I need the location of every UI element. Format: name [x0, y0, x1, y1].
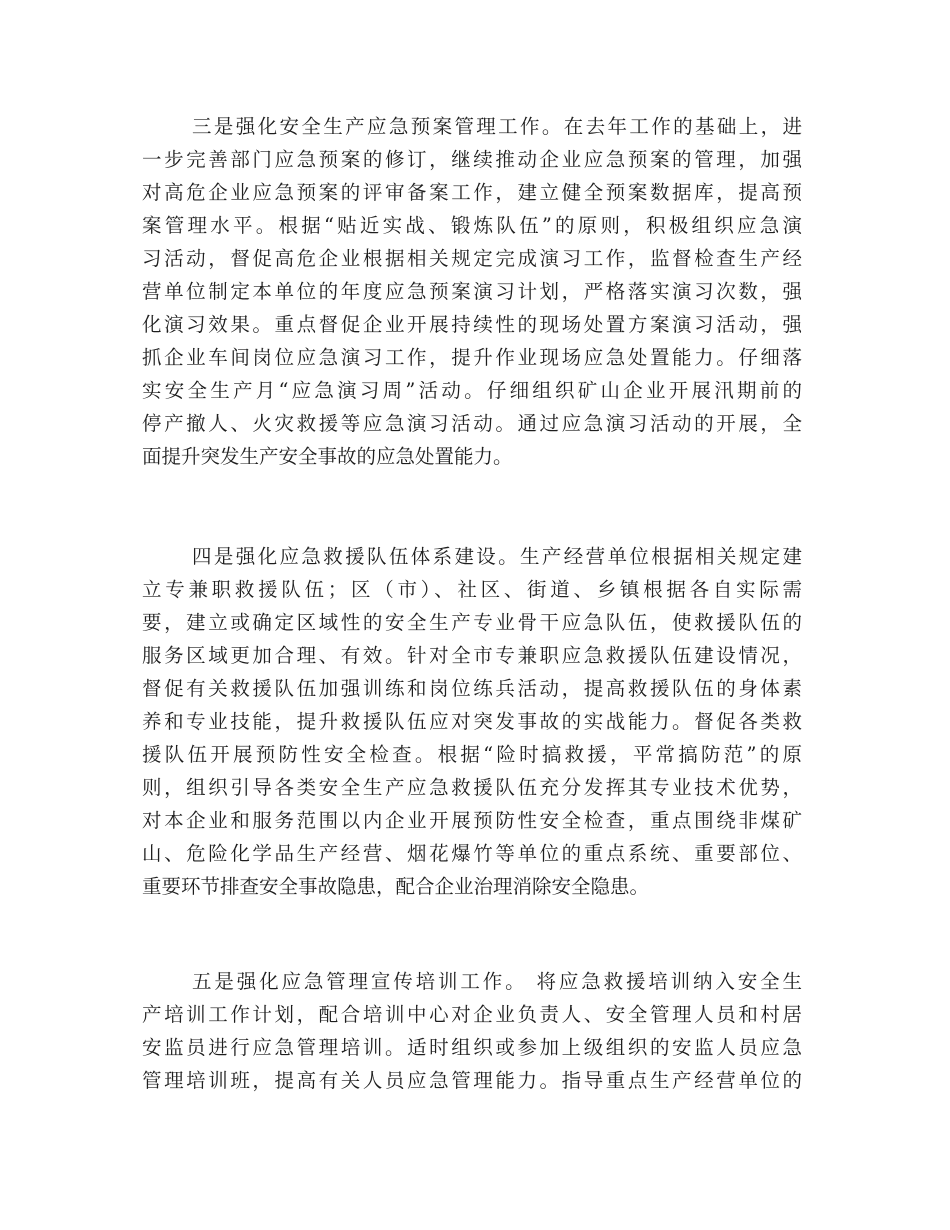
paragraph-line: 面提升突发生产安全事故的应急处置能力。 — [142, 445, 513, 468]
paragraph-line: 山、危险化学品生产经营、烟花爆竹等单位的重点系统、重要部位、 — [142, 842, 802, 865]
paragraph-line: 督促有关救援队伍加强训练和岗位练兵活动，提高救援队伍的身体素 — [142, 677, 802, 700]
paragraph-line: 产培训工作计划，配合培训中心对企业负责人、安全管理人员和村居 — [142, 1003, 802, 1026]
paragraph-line: 管理培训班，提高有关人员应急管理能力。指导重点生产经营单位的 — [142, 1069, 802, 1092]
paragraph-line: 养和专业技能，提升救援队伍应对突发事故的实战能力。督促各类救 — [142, 710, 802, 733]
paragraph-rescue-team-building — [142, 540, 802, 903]
paragraph-line: 则，组织引导各类安全生产应急救援队伍充分发挥其专业技术优势， — [142, 776, 802, 799]
paragraph-line: 五是强化应急管理宣传培训工作。 将应急救援培训纳入安全生 — [192, 970, 802, 993]
paragraph-line: 要，建立或确定区域性的安全生产专业骨干应急队伍，使救援队伍的 — [142, 611, 802, 634]
paragraph-line: 停产撤人、火灾救援等应急演习活动。通过应急演习活动的开展，全 — [142, 412, 802, 435]
paragraph-line: 四是强化应急救援队伍体系建设。生产经营单位根据相关规定建 — [192, 545, 802, 568]
paragraph-line: 化演习效果。重点督促企业开展持续性的现场处置方案演习活动，强 — [142, 313, 802, 336]
paragraph-training-publicity — [142, 965, 802, 1097]
paragraph-emergency-plan-management — [142, 110, 802, 473]
paragraph-line: 服务区域更加合理、有效。针对全市专兼职应急救援队伍建设情况， — [142, 644, 802, 667]
paragraph-line: 援队伍开展预防性安全检查。根据“险时搞救援，平常搞防范”的原 — [142, 743, 802, 766]
paragraph-line: 对本企业和服务范围以内企业开展预防性安全检查，重点围绕非煤矿 — [142, 809, 802, 832]
paragraph-line: 习活动，督促高危企业根据相关规定完成演习工作，监督检查生产经 — [142, 247, 802, 270]
paragraph-line: 立专兼职救援队伍；区（市）、社区、街道、乡镇根据各自实际需 — [142, 578, 802, 601]
paragraph-line: 重要环节排查安全事故隐患，配合企业治理消除安全隐患。 — [142, 875, 650, 898]
paragraph-line: 三是强化安全生产应急预案管理工作。在去年工作的基础上，进 — [192, 115, 802, 138]
paragraph-line: 对高危企业应急预案的评审备案工作，建立健全预案数据库，提高预 — [142, 181, 802, 204]
paragraph-line: 抓企业车间岗位应急演习工作，提升作业现场应急处置能力。仔细落 — [142, 346, 802, 369]
paragraph-line: 安监员进行应急管理培训。适时组织或参加上级组织的安监人员应急 — [142, 1036, 802, 1059]
paragraph-line: 案管理水平。根据“贴近实战、锻炼队伍”的原则，积极组织应急演 — [142, 214, 802, 237]
paragraph-line: 实安全生产月“应急演习周”活动。仔细组织矿山企业开展汛期前的 — [142, 379, 802, 402]
paragraph-line: 一步完善部门应急预案的修订，继续推动企业应急预案的管理，加强 — [142, 148, 802, 171]
paragraph-line: 营单位制定本单位的年度应急预案演习计划，严格落实演习次数，强 — [142, 280, 802, 303]
